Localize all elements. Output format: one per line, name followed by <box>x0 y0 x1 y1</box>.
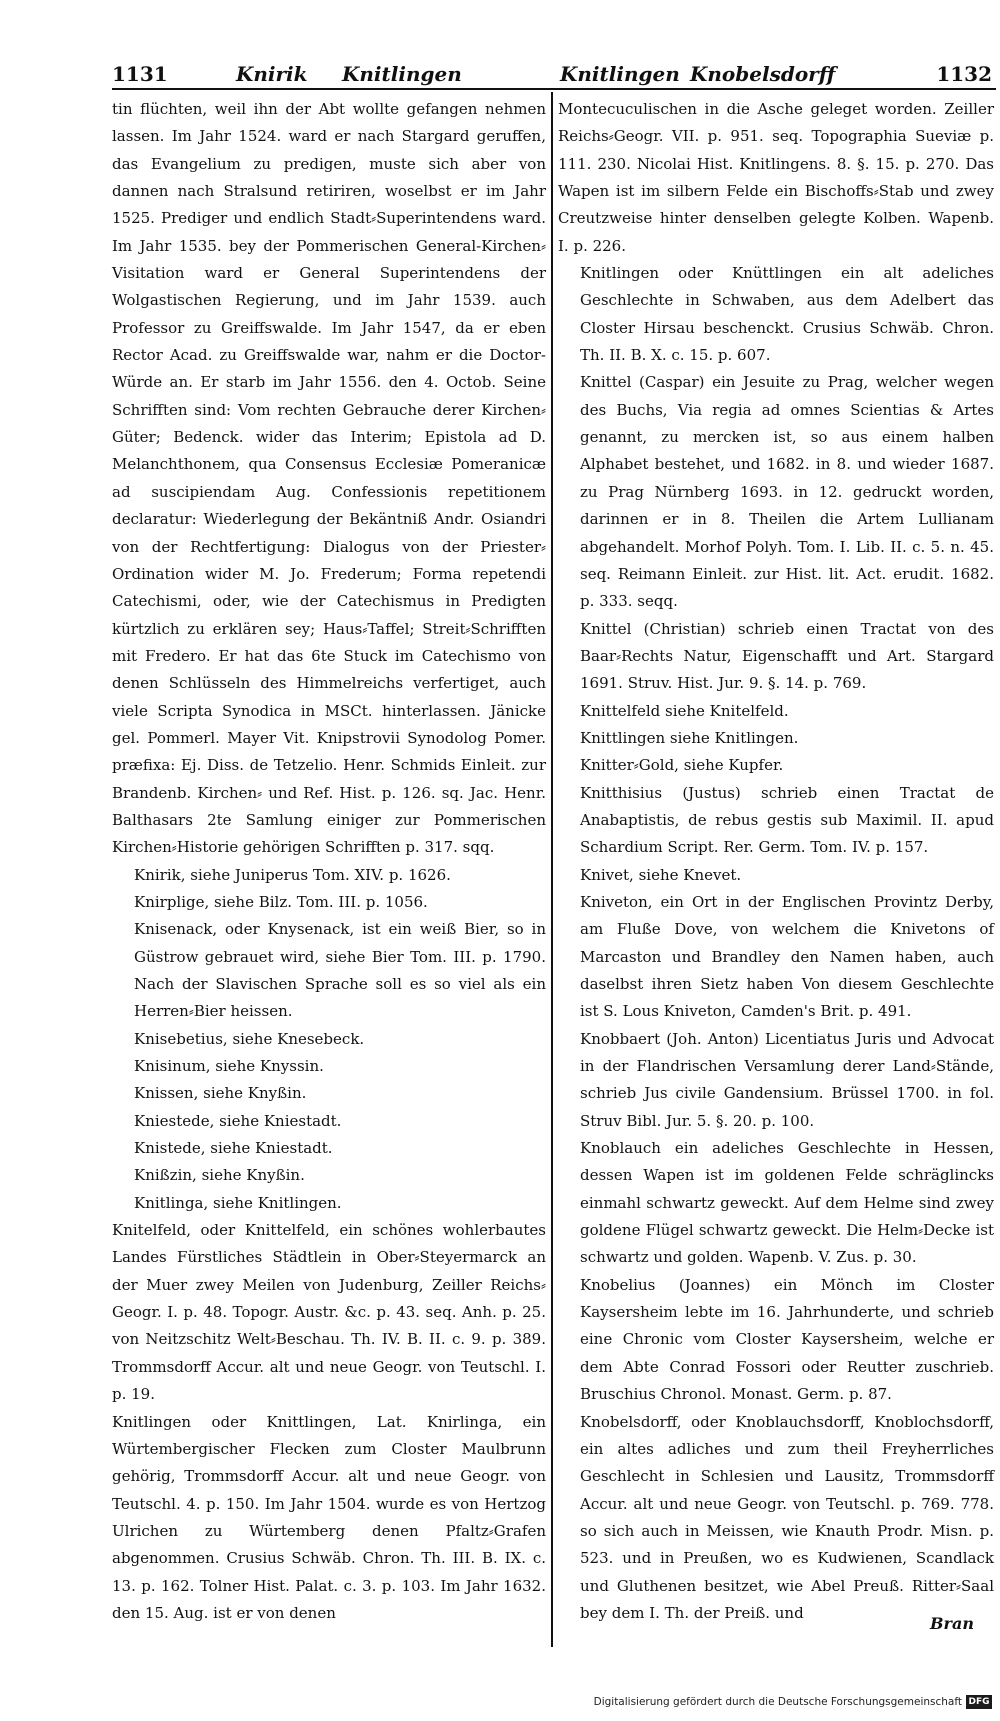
left-entry: Knistede, siehe Kniestadt. <box>134 1139 333 1158</box>
left-entry: Knirik, siehe Juniperus Tom. XIV. p. 1626. <box>134 865 451 884</box>
right-entry: Knitlingen oder Knüttlingen ein alt adeliches Geschlechte in Schwaben, aus dem Adelbert das Closter Hirsau beschenckt. Crusius Schwäb. Chron. Th. II. B. X. c. 15. p. 607. <box>580 264 994 365</box>
left-entry: Kniestede, siehe Kniestadt. <box>134 1111 342 1130</box>
left-entry: Knissen, siehe Knyßin. <box>134 1084 307 1103</box>
right-entry: Knittelfeld siehe Knitelfeld. <box>580 701 789 720</box>
right-entry: Knobelsdorff, oder Knoblauchsdorff, Knoblochsdorff, ein altes adliches und zum theil Freyherrliches Geschlecht in Schlesien und Lausitz, Trommsdorff Accur. alt und neue Geogr. von Teutschl. p. 769. 778. so sich auch in Meissen, wie Knauth Prodr. Misn. p. 523. und in Preußen, wo es Kudwienen, Scandlack und Gluthenen besitzet, wie Abel Preuß. Ritter⸗Saal bey dem I. Th. der Preiß. und <box>580 1412 994 1622</box>
left-entry: Knisenack, oder Knysenack, ist ein weiß Bier, so in Güstrow gebrauet wird, siehe Bier Tom. III. p. 1790. Nach der Slavischen Sprache soll es so viel als ein Herren⸗Bier heissen. <box>134 920 546 1021</box>
right-entry: Knoblauch ein adeliches Geschlechte in Hessen, dessen Wapen ist im goldenen Felde schräglincks einmahl schwartz geweckt. Auf dem Helme sind zwey goldene Flügel schwartz geweckt. Die Helm⸗Decke ist schwartz und golden. Wapenb. V. Zus. p. 30. <box>580 1139 994 1267</box>
left-entry: Knitelfeld, oder Knittelfeld, ein schönes wohlerbautes Landes Fürstliches Städtlein in Ober⸗Steyermarck an der Muer zwey Meilen von Judenburg, Zeiller Reichs⸗Geogr. I. p. 48. Topogr. Austr. &c. p. 43. seq. Anh. p. 25. von Neitzschitz Welt⸗Beschau. Th. IV. B. II. c. 9. p. 389. Trommsdorff Accur. alt und neue Geogr. von Teutschl. I. p. 19. <box>112 1221 546 1404</box>
left-entry: Knisebetius, siehe Knesebeck. <box>134 1029 365 1048</box>
right-entry: Knobbaert (Joh. Anton) Licentiatus Juris und Advocat in der Flandrischen Versamlung derer Land⸗Stände, schrieb Jus civile Gandensium. Brüssel 1700. in fol. Struv Bibl. Jur. 5. §. 20. p. 100. <box>580 1029 994 1130</box>
left-entry: Knitlingen oder Knittlingen, Lat. Knirlinga, ein Würtembergischer Flecken zum Closter Maulbrunn gehörig, Trommsdorff Accur. alt und neue Geogr. von Teutschl. 4. p. 150. Im Jahr 1504. wurde es von Hertzog Ulrichen zu Würtemberg denen Pfaltz⸗Grafen abgenommen. Crusius Schwäb. Chron. Th. III. B. IX. c. 13. p. 162. Tolner Hist. Palat. c. 3. p. 103. Im Jahr 1632. den 15. Aug. ist er von denen <box>112 1412 546 1622</box>
left-column <box>112 96 546 1627</box>
column-divider <box>551 92 553 1647</box>
right-entry: Knitthisius (Justus) schrieb einen Tractat de Anabaptistis, de rebus gestis sub Maximil. II. apud Schardium Script. Rer. Germ. Tom. IV. p. 157. <box>580 783 994 857</box>
right-header-keyword-1: Knitlingen <box>560 62 680 86</box>
left-entry: Knirplige, siehe Bilz. Tom. III. p. 1056. <box>134 892 428 911</box>
left-entry: Knisinum, siehe Knyssin. <box>134 1057 324 1076</box>
left-header-keyword-1: Knirik <box>236 62 308 86</box>
right-entry: Montecuculischen in die Asche geleget worden. Zeiller Reichs⸗Geogr. VII. p. 951. seq. Topographia Sueviæ p. 111. 230. Nicolai Hist. Knitlingens. 8. §. 15. p. 270. Das Wapen ist im silbern Felde ein Bischoffs⸗Stab und zwey Creutzweise hinter denselben gelegte Kolben. Wapenb. I. p. 226. <box>558 100 994 255</box>
right-entry: Kniveton, ein Ort in der Englischen Provintz Derby, am Fluße Dove, von welchem die Knivetons of Marcaston und Brandley den Namen haben, auch daselbst ihren Sietz haben Von diesem Geschlechte ist S. Lous Kniveton, Camden's Brit. p. 491. <box>580 892 994 1021</box>
right-entry: Knittlingen siehe Knitlingen. <box>580 728 799 747</box>
left-page-number: 1131 <box>112 62 168 86</box>
left-header-keyword-2: Knitlingen <box>342 62 462 86</box>
catchword: Bran <box>930 1614 974 1633</box>
dfg-logo: DFG <box>966 1695 992 1709</box>
digitization-credit: Digitalisierung gefördert durch die Deutsche Forschungsgemeinschaft <box>593 1696 962 1708</box>
left-entry: Knitlinga, siehe Knitlingen. <box>134 1193 342 1212</box>
right-entry: Knobelius (Joannes) ein Mönch im Closter Kaysersheim lebte im 16. Jahrhunderte, und schrieb eine Chronic vom Closter Kaysersheim, welche er dem Abte Conrad Fossori oder Reutter zuschrieb. Bruschius Chronol. Monast. Germ. p. 87. <box>580 1275 994 1404</box>
left-entry: Knißzin, siehe Knyßin. <box>134 1166 305 1185</box>
right-entry: Knitter⸗Gold, siehe Kupfer. <box>580 756 784 775</box>
right-page-number: 1132 <box>936 62 992 86</box>
right-header-keyword-2: Knobelsdorff <box>690 62 836 86</box>
right-entry: Knivet, siehe Knevet. <box>580 865 742 884</box>
header-rule <box>112 88 996 90</box>
footer <box>0 1692 1000 1716</box>
right-entry: Knittel (Caspar) ein Jesuite zu Prag, welcher wegen des Buchs, Via regia ad omnes Scientias & Artes genannt, zu mercken ist, so aus einem halben Alphabet bestehet, und 1682. in 8. und wieder 1687. zu Prag Nürnberg 1693. in 12. gedruckt worden, darinnen er in 8. Theilen die Artem Lullianam abgehandelt. Morhof Polyh. Tom. I. Lib. II. c. 5. n. 45. seq. Reimann Einleit. zur Hist. lit. Act. erudit. 1682. p. 333. seqq. <box>580 373 994 611</box>
running-header <box>112 58 992 92</box>
right-entry: Knittel (Christian) schrieb einen Tractat von des Baar⸗Rechts Natur, Eigenschafft und Art. Stargard 1691. Struv. Hist. Jur. 9. §. 14. p. 769. <box>580 619 994 693</box>
right-column <box>558 96 994 1627</box>
left-entry: tin flüchten, weil ihn der Abt wollte gefangen nehmen lassen. Im Jahr 1524. ward er nach Stargard geruffen, das Evangelium zu predigen, muste sich aber von dannen nach Stralsund retiriren, woselbst er im Jahr 1525. Prediger und endlich Stadt⸗Superintendens ward. Im Jahr 1535. bey der Pommerischen General-Kirchen⸗Visitation ward er General Superintendens der Wolgastischen Regierung, und im Jahr 1539. auch Professor zu Greiffswalde. Im Jahr 1547, da er eben Rector Acad. zu Greiffswalde war, nahm er die Doctor-Würde an. Er starb im Jahr 1556. den 4. Octob. Seine Schrifften sind: Vom rechten Gebrauche derer Kirchen⸗Güter; Bedenck. wider das Interim; Epistola ad D. Melanchthonem, qua Consensus Ecclesiæ Pomeranicæ ad suscipiendam Aug. Confessionis repetitionem declaratur: Wiederlegung der Bekäntniß Andr. Osiandri von der Rechtfertigung: Dialogus von der Priester⸗Ordination wider M. Jo. Frederum; Forma repetendi Catechismi, oder, wie der Catechismus in Predigten kürtzlich zu erklären sey; Haus⸗Taffel; Streit⸗Schrifften mit Fredero. Er hat das 6te Stuck im Catechismo von denen Schlüsseln des Himmelreichs verfertiget, auch viele Scripta Synodica in MSCt. hinterlassen. Jänicke gel. Pommerl. Mayer Vit. Knipstrovii Synodolog Pomer. præfixa: Ej. Diss. de Tetzelio. Henr. Schmids Einleit. zur Brandenb. Kirchen⸗ und Ref. Hist. p. 126. sq. Jac. Henr. Balthasars 2te Samlung einiger zur Pommerischen Kirchen⸗Historie gehörigen Schrifften p. 317. sqq. <box>112 100 546 857</box>
